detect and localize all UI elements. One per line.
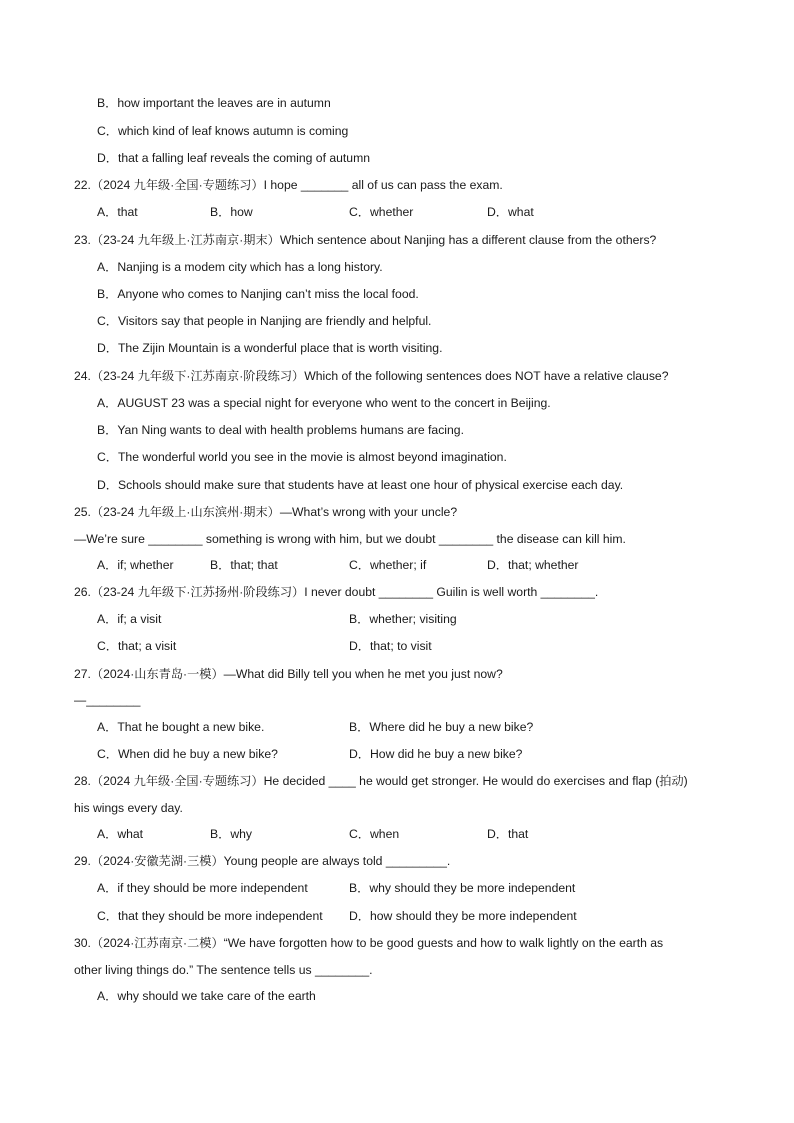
option-22-c: C．whether xyxy=(349,205,414,219)
question-24: 24.（23-24 九年级下·江苏南京·阶段练习）Which of the following sentences does NOT have a relative clause? xyxy=(74,369,669,383)
option-24-a: A．AUGUST 23 was a special night for everyone who went to the concert in Beijing. xyxy=(97,396,551,410)
question-22: 22.（2024 九年级·全国·专题练习）I hope _______ all of us can pass the exam. xyxy=(74,178,503,192)
option-24-d: D．Schools should make sure that students have at least one hour of physical exercise each day. xyxy=(97,478,624,492)
option-28-a: A．what xyxy=(97,827,144,841)
option-24-b: B．Yan Ning wants to deal with health problems humans are facing. xyxy=(97,423,464,437)
option-27-d: D．How did he buy a new bike? xyxy=(349,747,523,761)
option-29-b: B．why should they be more independent xyxy=(349,881,576,895)
option-23-a: A．Nanjing is a modem city which has a long history. xyxy=(97,260,383,274)
option-25-c: C．whether; if xyxy=(349,558,427,572)
question-25-continuation: —We’re sure ________ something is wrong with him, but we doubt ________ the disease can kill him. xyxy=(74,532,626,546)
option-22-d: D．what xyxy=(487,205,534,219)
option-21-b: B．how important the leaves are in autumn xyxy=(97,96,331,110)
option-29-d: D．how should they be more independent xyxy=(349,909,577,923)
option-22-b: B．how xyxy=(210,205,253,219)
option-28-d: D．that xyxy=(487,827,529,841)
option-22-a: A．that xyxy=(97,205,138,219)
option-26-d: D．that; to visit xyxy=(349,639,432,653)
question-27: 27.（2024·山东青岛·一模）—What did Billy tell you when he met you just now? xyxy=(74,667,503,681)
option-24-c: C．The wonderful world you see in the movie is almost beyond imagination. xyxy=(97,450,507,464)
option-25-b: B．that; that xyxy=(210,558,278,572)
question-26: 26.（23-24 九年级下·江苏扬州·阶段练习）I never doubt ________ Guilin is well worth ________. xyxy=(74,585,599,599)
option-29-a: A．if they should be more independent xyxy=(97,881,308,895)
option-28-c: C．when xyxy=(349,827,400,841)
question-30: 30.（2024·江苏南京·二模）“We have forgotten how to be good guests and how to walk lightly on the earth as xyxy=(74,936,664,950)
option-27-a: A．That he bought a new bike. xyxy=(97,720,265,734)
option-26-b: B．whether; visiting xyxy=(349,612,457,626)
option-29-c: C．that they should be more independent xyxy=(97,909,323,923)
option-21-d: D．that a falling leaf reveals the coming of autumn xyxy=(97,151,371,165)
question-25: 25.（23-24 九年级上·山东滨州·期末）—What’s wrong with your uncle? xyxy=(74,505,458,519)
question-29: 29.（2024·安徽芜湖·三模）Young people are always told _________. xyxy=(74,854,451,868)
option-23-d: D．The Zijin Mountain is a wonderful place that is worth visiting. xyxy=(97,341,443,355)
question-23: 23.（23-24 九年级上·江苏南京·期末）Which sentence about Nanjing has a different clause from the others? xyxy=(74,233,657,247)
question-30-continuation: other living things do.” The sentence tells us ________. xyxy=(74,963,373,977)
option-26-a: A．if; a visit xyxy=(97,612,162,626)
question-28: 28.（2024 九年级·全国·专题练习）He decided ____ he would get stronger. He would do exercises and flap (拍动) xyxy=(74,774,688,788)
option-28-b: B．why xyxy=(210,827,252,841)
option-27-b: B．Where did he buy a new bike? xyxy=(349,720,534,734)
option-25-a: A．if; whether xyxy=(97,558,174,572)
question-28-continuation: his wings every day. xyxy=(74,801,183,815)
option-23-b: B．Anyone who comes to Nanjing can’t miss the local food. xyxy=(97,287,419,301)
option-30-a: A．why should we take care of the earth xyxy=(97,989,316,1003)
option-26-c: C．that; a visit xyxy=(97,639,177,653)
option-23-c: C．Visitors say that people in Nanjing are friendly and helpful. xyxy=(97,314,432,328)
question-27-continuation: —________ xyxy=(74,693,141,707)
option-27-c: C．When did he buy a new bike? xyxy=(97,747,278,761)
option-25-d: D．that; whether xyxy=(487,558,579,572)
option-21-c: C．which kind of leaf knows autumn is coming xyxy=(97,124,349,138)
